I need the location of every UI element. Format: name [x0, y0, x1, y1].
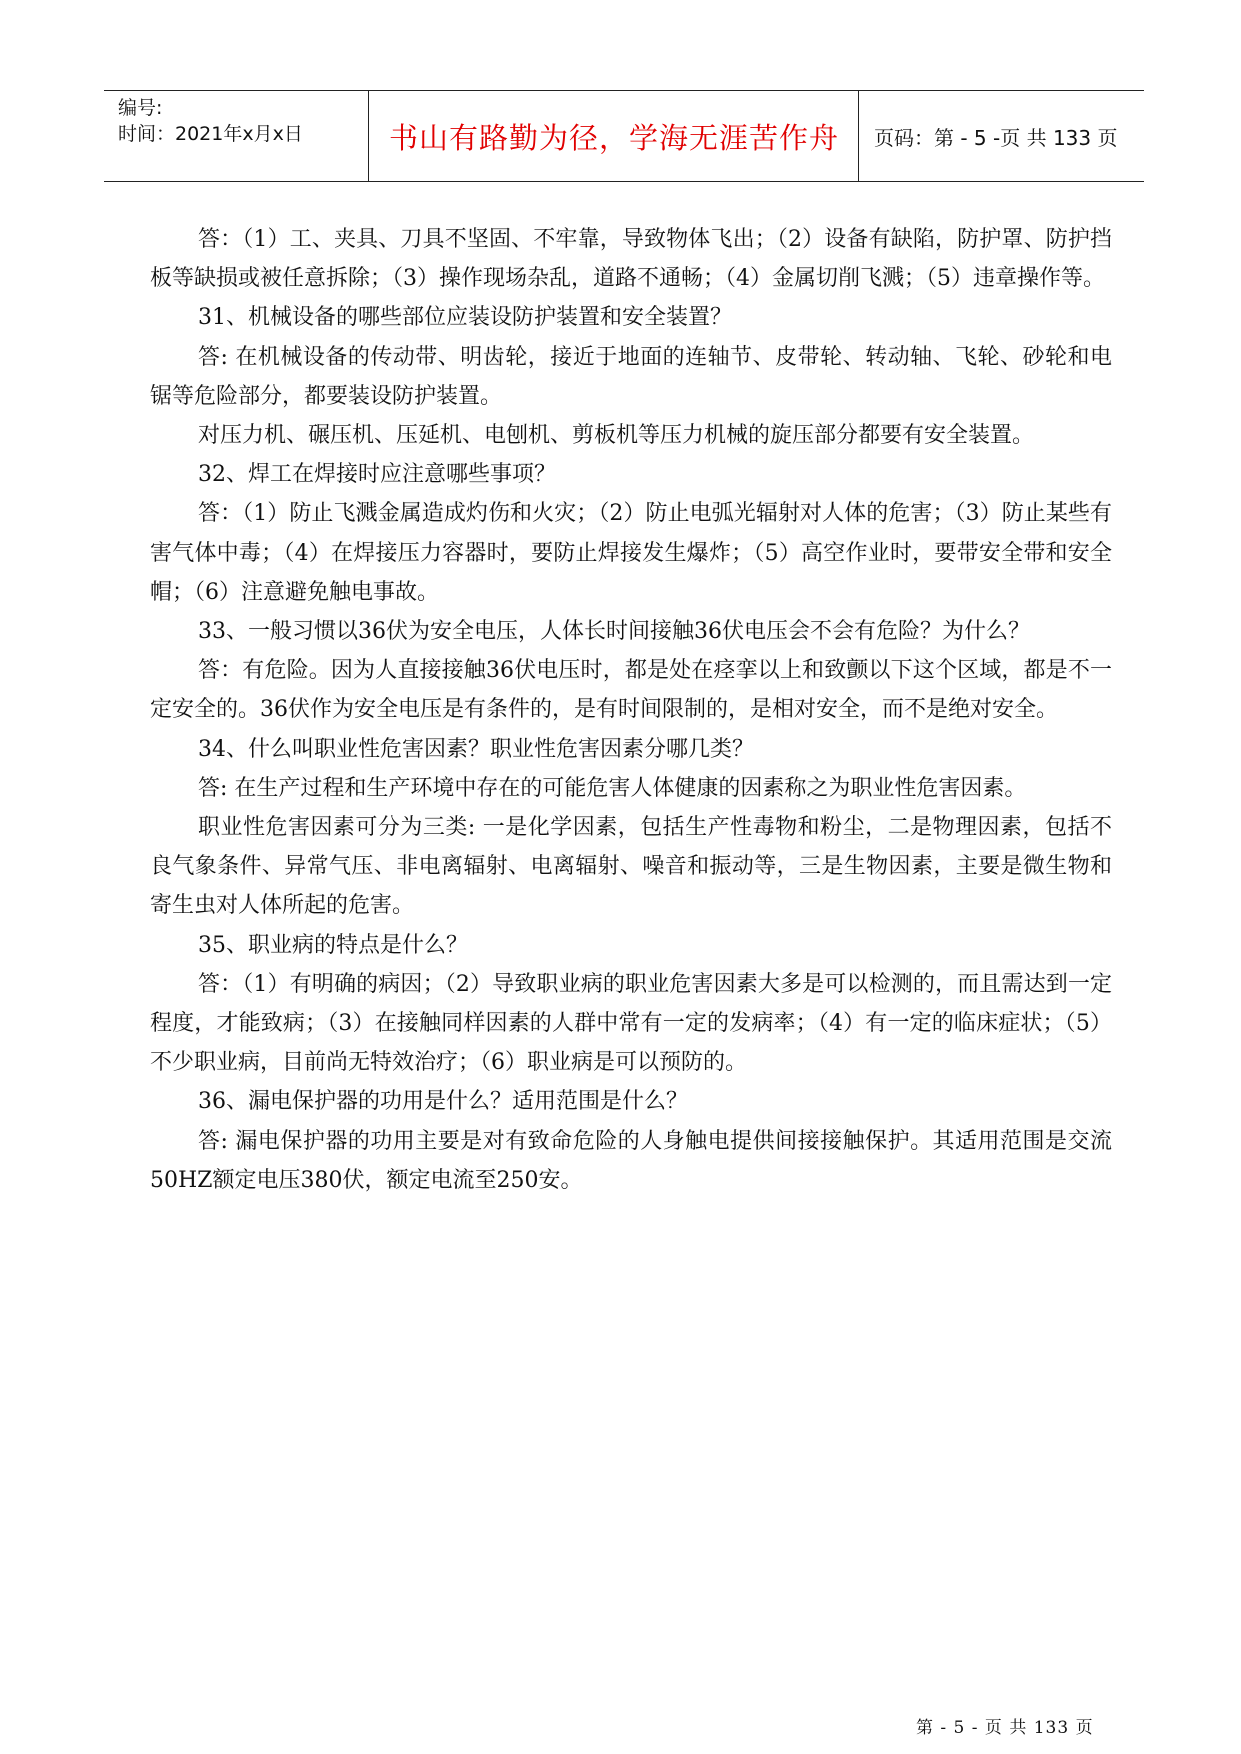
- paragraph: 答：有危险。因为人直接接触36伏电压时，都是处在痉挛以上和致颤以下这个区域，都是不一定安全的。36伏作为安全电压是有条件的，是有时间限制的，是相对安全，而不是绝对安全。: [150, 658, 1112, 723]
- question-32: 32、焊工在焊接时应注意哪些事项？: [198, 462, 556, 488]
- question-35: 35、职业病的特点是什么？: [198, 932, 468, 958]
- header-divider: [858, 91, 859, 181]
- question-34: 34、什么叫职业性危害因素？职业性危害因素分哪几类？: [198, 736, 754, 762]
- paragraph: 答: 漏电保护器的功用主要是对有致命危险的人身触电提供间接接触保护。其适用范围是交流50HZ额定电压380伏，额定电流至250安。: [150, 1128, 1112, 1193]
- header-motto: 书山有路勤为径，学海无涯苦作舟: [388, 120, 839, 155]
- page-footer: 第 - 5 - 页 共 133 页: [916, 1718, 1094, 1738]
- header-meta: [118, 95, 368, 147]
- paragraph: 答：（1）有明确的病因；（2）导致职业病的职业危害因素大多是可以检测的，而且需达到一定程度，才能致病；（3）在接触同样因素的人群中常有一定的发病率；（4）有一定的临床症状；（5）不少职业病，目前尚无特效治疗；（6）职业病是可以预防的。: [150, 971, 1112, 1076]
- document-time: 时间：2021年x月x日: [118, 123, 303, 145]
- paragraph: 答: 在机械设备的传动带、明齿轮，接近于地面的连轴节、皮带轮、转动轴、飞轮、砂轮和电锯等危险部分，都要装设防护装置。: [150, 344, 1112, 409]
- document-number-label: 编号:: [118, 97, 163, 119]
- question-33: 33、一般习惯以36伏为安全电压，人体长时间接触36伏电压会不会有危险？为什么？: [198, 619, 1030, 645]
- page-header: [104, 90, 1144, 182]
- paragraph: 职业性危害因素可分为三类: 一是化学因素，包括生产性毒物和粉尘，二是物理因素，包括不良气象条件、异常气压、非电离辐射、电离辐射、噪音和振动等，三是生物因素，主要是微生物和寄生虫对人体所起的危害。: [150, 815, 1112, 919]
- document-body: [150, 220, 1112, 1200]
- paragraph: 答：（1）工、夹具、刀具不坚固、不牢靠，导致物体飞出；（2）设备有缺陷，防护罩、防护挡板等缺损或被任意拆除；（3）操作现场杂乱，道路不通畅；（4）金属切削飞溅；（5）违章操作等。: [150, 227, 1112, 292]
- paragraph: 对压力机、碾压机、压延机、电刨机、剪板机等压力机械的旋压部分都要有安全装置。: [198, 423, 1035, 449]
- header-page-info: 页码：第 - 5 -页 共 133 页: [874, 125, 1118, 150]
- question-31: 31、机械设备的哪些部位应装设防护装置和安全装置？: [198, 305, 732, 331]
- paragraph: 答：（1）防止飞溅金属造成灼伤和火灾；（2）防止电弧光辐射对人体的危害；（3）防止某些有害气体中毒；（4）在焊接压力容器时，要防止焊接发生爆炸；（5）高空作业时，要带安全带和安全帽；（6）注意避免触电事故。: [150, 501, 1112, 605]
- header-divider: [368, 91, 369, 181]
- paragraph: 答: 在生产过程和生产环境中存在的可能危害人体健康的因素称之为职业性危害因素。: [198, 775, 1027, 801]
- question-36: 36、漏电保护器的功用是什么？适用范围是什么？: [198, 1089, 688, 1115]
